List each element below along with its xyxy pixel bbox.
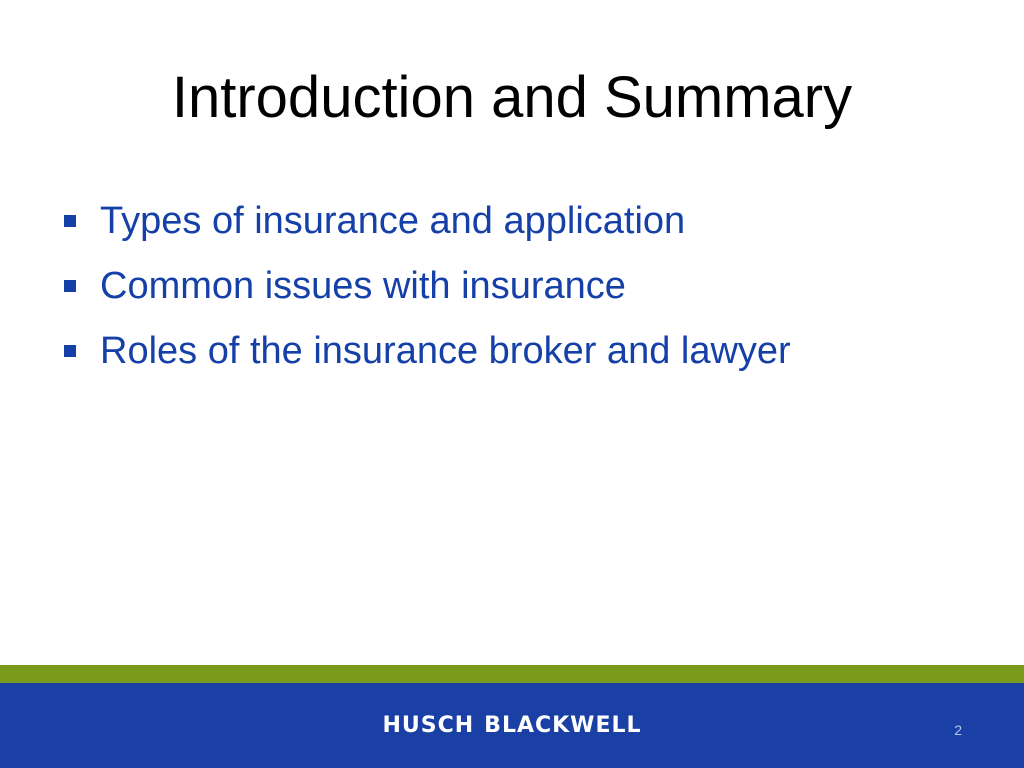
bullet-text: Types of insurance and application <box>100 199 686 242</box>
slide-title: Introduction and Summary <box>171 65 853 130</box>
bullet-item <box>64 188 984 253</box>
square-bullet-icon <box>64 345 76 357</box>
logo-word-blackwell: BLACKWELL <box>484 713 642 738</box>
bullet-item <box>64 253 984 318</box>
logo-word-husch: HUSCH <box>382 713 475 738</box>
bullet-item <box>64 318 984 383</box>
page-number: 2 <box>954 722 962 738</box>
footer-accent-band <box>0 665 1024 683</box>
bullet-text: Common issues with insurance <box>100 264 626 307</box>
logo-text <box>382 713 641 738</box>
bullet-text: Roles of the insurance broker and lawyer <box>100 329 791 372</box>
square-bullet-icon <box>64 215 76 227</box>
bullet-list <box>64 188 984 383</box>
company-logo <box>0 683 1024 768</box>
square-bullet-icon <box>64 280 76 292</box>
footer-bar <box>0 683 1024 768</box>
